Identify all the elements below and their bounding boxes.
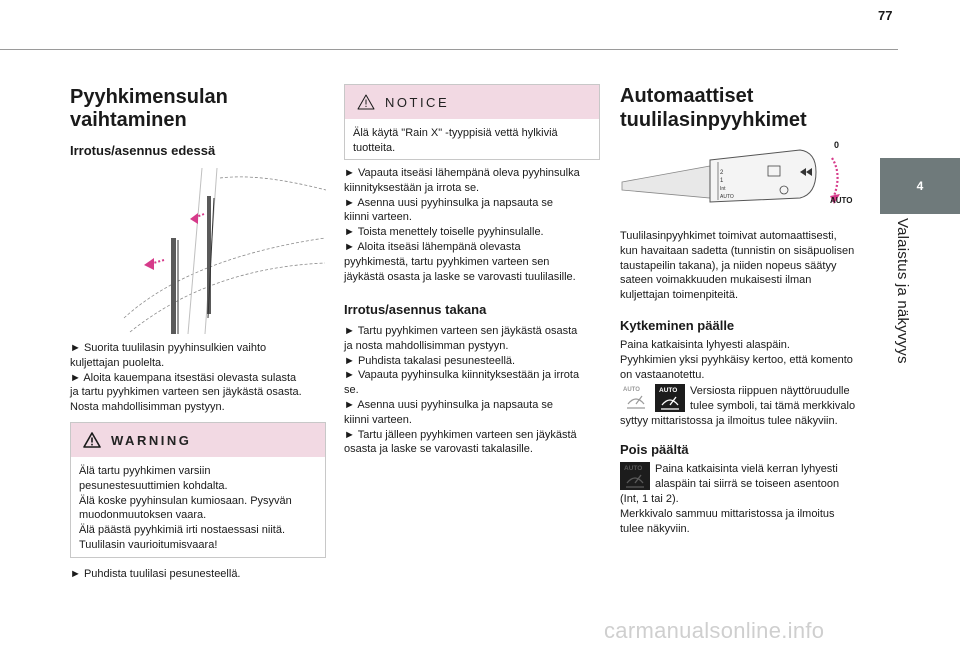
warning-label: WARNING bbox=[111, 432, 192, 448]
step-line: ► Tartu pyyhkimen varteen sen jäykästä osasta bbox=[344, 325, 578, 337]
switch-off-title: Pois päältä bbox=[620, 442, 689, 457]
watermark: carmanualsonline.info bbox=[604, 618, 825, 643]
warning-header bbox=[71, 423, 325, 457]
front-wiper-drawing bbox=[120, 168, 326, 334]
warning-line: Tuulilasin vaurioitumisvaara! bbox=[79, 538, 218, 551]
auto-wiper-warning-light-icon bbox=[655, 384, 685, 412]
chapter-tab[interactable]: 4 bbox=[880, 158, 960, 214]
switch-on-tail: syttyy mittaristossa ja ilmoitus tulee näkyviin. bbox=[620, 415, 838, 427]
switch-off-icon-text bbox=[655, 462, 860, 492]
intro-line: taustapeilin takana), ja niiden nopeus säätyy bbox=[620, 259, 837, 272]
auto-title-line1: Automaattiset bbox=[620, 85, 754, 107]
page-number: 77 bbox=[878, 8, 893, 23]
off-icon-line: alaspäin tai siirrä se toiseen asentoon bbox=[655, 477, 840, 490]
step-line: kiinni varteen. bbox=[344, 211, 412, 224]
final-step: ► Puhdista tuulilasi pesunesteellä. bbox=[70, 568, 241, 580]
svg-text:AUTO: AUTO bbox=[659, 387, 678, 394]
intro-line: kuljettajan toimenpiteitä. bbox=[620, 289, 739, 302]
warning-line: muodonmuutoksen vaara. bbox=[79, 509, 207, 522]
front-wiper-illustration bbox=[120, 168, 326, 334]
header-rule bbox=[0, 49, 898, 50]
rear-subtitle: Irrotus/asennus takana bbox=[344, 302, 487, 317]
step-line: se. bbox=[344, 384, 359, 397]
step-line: kiinni varteen. bbox=[344, 413, 412, 426]
warning-line: Älä koske pyyhinsulan kumiosaan. Pysyvän bbox=[79, 494, 292, 507]
switch-on-icon-text bbox=[690, 384, 860, 414]
stalk-zero-label: 0 bbox=[834, 140, 840, 150]
step-line: kuljettajan puolelta. bbox=[70, 356, 165, 369]
svg-text:Int: Int bbox=[720, 186, 726, 192]
chapter-title: Valaistus ja näkyvyys bbox=[894, 218, 911, 364]
auto-wiper-off-icon bbox=[620, 462, 650, 490]
intro-line: sateen voimakkuuden mukaisesti ilman bbox=[620, 274, 812, 287]
section-title-line2: vaihtaminen bbox=[70, 109, 187, 131]
notice-body bbox=[345, 119, 599, 162]
stalk-auto-label: AUTO bbox=[830, 196, 853, 205]
svg-text:AUTO: AUTO bbox=[623, 387, 640, 393]
step-line: pyyhkimestä, tartu pyyhkimen varteen sen bbox=[344, 255, 550, 268]
step-line: ► Asenna uusi pyyhinsulka ja napsauta se bbox=[344, 196, 554, 209]
intro-line: kun havaitaan sadetta (tunnistin on sisäpuolisen bbox=[620, 244, 855, 257]
step-line: ► Aloita kauempana itsestäsi olevasta sulasta bbox=[70, 371, 297, 384]
front-steps-continued bbox=[344, 166, 600, 284]
notice-label: NOTICE bbox=[385, 94, 450, 110]
on-line: Pyyhkimien yksi pyyhkäisy kertoo, että komento bbox=[620, 353, 853, 366]
step-line: osasta ja laske se varovasti takalasille. bbox=[344, 443, 533, 456]
rear-steps bbox=[344, 324, 600, 457]
step-line: ► Aloita itseäsi lähempänä olevasta bbox=[344, 240, 521, 253]
off-line: tulee näkyviin. bbox=[620, 522, 690, 535]
step-line: ja tartu pyyhkimen varteen sen jäykästä osasta. bbox=[70, 386, 302, 399]
on-icon-line: Versiosta riippuen näyttöruudulle bbox=[690, 385, 850, 397]
step-line: ► Vapauta itseäsi lähempänä oleva pyyhinsulka bbox=[344, 167, 580, 179]
warning-triangle-icon bbox=[83, 432, 101, 448]
step-line: ► Suorita tuulilasin pyyhinsulkien vaihto bbox=[70, 342, 267, 354]
auto-intro bbox=[620, 229, 860, 303]
warning-line: Älä päästä pyyhkimiä irti nostaessasi niitä. bbox=[79, 524, 286, 537]
front-steps bbox=[70, 341, 326, 415]
step-line: jäykästä osasta ja laske se varovasti tuulilasille. bbox=[344, 270, 576, 283]
svg-text:AUTO: AUTO bbox=[720, 194, 734, 200]
step-line: Nosta mahdollisimman pystyyn. bbox=[70, 401, 225, 414]
off-line: (Int, 1 tai 2). bbox=[620, 493, 679, 505]
svg-text:AUTO: AUTO bbox=[624, 465, 643, 472]
intro-line: Tuulilasinpyyhkimet toimivat automaattisesti, bbox=[620, 230, 837, 242]
notice-line: Älä käytä "Rain X" -tyyppisiä vettä hylkiviä bbox=[353, 127, 558, 139]
step-line: ► Vapauta pyyhinsulka kiinnityksestään ja irrota bbox=[344, 369, 580, 382]
auto-wiper-outline-icon bbox=[620, 384, 652, 412]
step-line: kiinnityksestään ja irrota se. bbox=[344, 181, 480, 194]
wiper-stalk-drawing bbox=[620, 138, 860, 216]
step-line: ► Tartu jälleen pyyhkimen varteen sen jäykästä bbox=[344, 428, 577, 441]
off-line: Merkkivalo sammuu mittaristossa ja ilmoitus bbox=[620, 507, 835, 520]
section-title-line1: Pyyhkimensulan bbox=[70, 86, 228, 108]
on-line: Paina katkaisinta lyhyesti alaspäin. bbox=[620, 339, 790, 351]
auto-title-line2: tuulilasinpyyhkimet bbox=[620, 109, 807, 131]
notice-line: tuotteita. bbox=[353, 141, 396, 154]
front-subtitle: Irrotus/asennus edessä bbox=[70, 143, 216, 158]
step-line: ► Puhdista takalasi pesunesteellä. bbox=[344, 354, 516, 367]
warning-body bbox=[71, 457, 325, 559]
svg-text:1: 1 bbox=[720, 178, 724, 184]
on-line: on vastaanotettu. bbox=[620, 368, 705, 381]
step-line: ► Toista menettely toiselle pyyhinsulalle. bbox=[344, 226, 544, 239]
switch-off-tail bbox=[620, 492, 860, 536]
notice-box bbox=[344, 84, 600, 160]
svg-text:2: 2 bbox=[720, 170, 724, 176]
wiper-stalk-illustration bbox=[620, 138, 860, 216]
warning-line: Älä tartu pyyhkimen varsiin bbox=[79, 465, 211, 477]
warning-line: pesunestesuuttimien kohdalta. bbox=[79, 479, 228, 492]
notice-triangle-icon bbox=[357, 94, 375, 110]
step-line: ja nosta mahdollisimman pystyyn. bbox=[344, 339, 509, 352]
step-line: ► Asenna uusi pyyhinsulka ja napsauta se bbox=[344, 398, 554, 411]
on-icon-line: tulee symboli, tai tämä merkkivalo bbox=[690, 399, 856, 412]
off-icon-line: Paina katkaisinta vielä kerran lyhyesti bbox=[655, 463, 838, 475]
switch-on-text bbox=[620, 338, 860, 382]
notice-header bbox=[345, 85, 599, 119]
warning-box bbox=[70, 422, 326, 558]
switch-on-title: Kytkeminen päälle bbox=[620, 318, 735, 333]
